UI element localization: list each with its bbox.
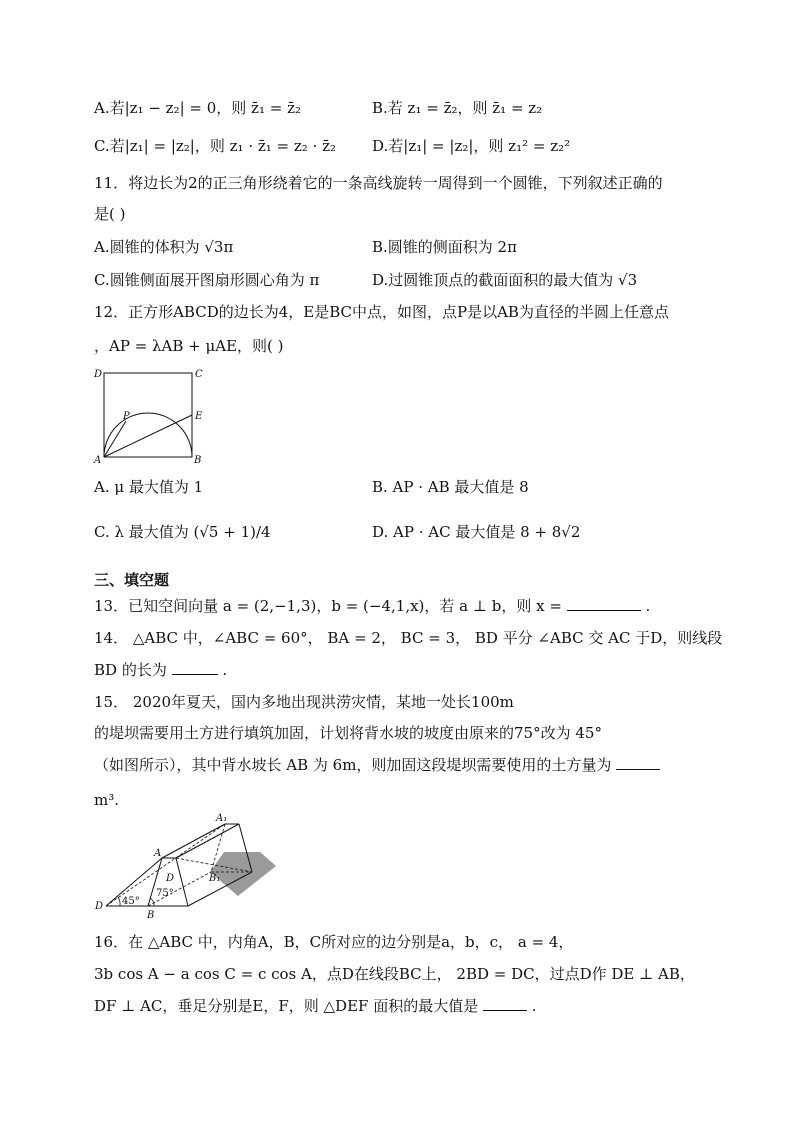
angle-45: 45° xyxy=(122,896,140,907)
q14-text: BD 的长为 xyxy=(94,661,167,679)
q16-line2: 3b cos A − a cos C = c cos A，点D在线段BC上， 2BD = DC，过点D作 DE ⊥ AB， xyxy=(94,965,695,983)
q16-text: DF ⊥ AC，垂足分别是E，F，则 △DEF 面积的最大值是 xyxy=(94,997,479,1015)
option-a-top: A.若|z₁ − z₂| = 0，则 z̄₁ = z̄₂ xyxy=(94,99,301,117)
label-b: B xyxy=(147,910,155,921)
q14-end: . xyxy=(222,661,228,679)
label-b: B xyxy=(194,455,202,465)
q15-answer-blank[interactable] xyxy=(616,755,660,770)
q13-text: 13．已知空间向量 a = (2,−1,3)，b = (−4,1,x)，若 a ⊥ b，则 x = xyxy=(94,597,562,615)
q13-answer-blank[interactable] xyxy=(567,596,641,611)
q16-line3 xyxy=(94,996,537,1016)
q12-option-b: B. AP · AB 最大值是 8 xyxy=(372,478,529,496)
label-a1: A₁ xyxy=(216,813,228,824)
q13-end: . xyxy=(645,597,651,615)
q14-line1: 14． △ABC 中，∠ABC = 60°， BA = 2， BC = 3， BD 平分 ∠ABC 交 AC 于D，则线段 xyxy=(94,629,723,647)
label-a: A xyxy=(154,848,162,859)
q16-line1: 16．在 △ABC 中，内角A，B，C所对应的边分别是a，b，c， a = 4， xyxy=(94,933,574,951)
label-d: D xyxy=(95,901,104,912)
label-p: P xyxy=(123,411,130,422)
angle-75: 75° xyxy=(156,888,174,899)
label-e: E xyxy=(195,411,203,422)
q11-option-d: D.过圆锥顶点的截面面积的最大值为 √3 xyxy=(372,271,638,289)
label-b1: B₁ xyxy=(209,873,221,884)
embankment-figure xyxy=(92,810,282,922)
q11-option-c: C.圆锥侧面展开图扇形圆心角为 π xyxy=(94,271,320,289)
q12-stem-line1: 12．正方形ABCD的边长为4，E是BC中点，如图，点P是以AB为直径的半圆上任意点 xyxy=(94,303,669,321)
q11-option-a: A.圆锥的体积为 √3π xyxy=(94,238,234,256)
q12-option-a: A. μ 最大值为 1 xyxy=(94,478,204,496)
option-d-top: D.若|z₁| = |z₂|，则 z₁² = z₂² xyxy=(372,137,571,155)
label-a: A xyxy=(94,455,102,465)
q14-answer-blank[interactable] xyxy=(172,660,218,675)
q15-line4: m³. xyxy=(94,791,120,809)
q15-line2: 的堤坝需要用土方进行填筑加固，计划将背水坡的坡度由原来的75°改为 45° xyxy=(94,724,602,742)
q15-line3 xyxy=(94,755,660,775)
square-semicircle-figure xyxy=(92,365,204,465)
q12-option-d: D. AP · AC 最大值是 8 + 8√2 xyxy=(372,523,581,541)
label-d1: D xyxy=(166,873,175,884)
q15-text: （如图所示），其中背水坡长 AB 为 6m，则加固这段堤坝需要使用的土方量为 xyxy=(94,756,612,774)
q16-end: . xyxy=(531,997,537,1015)
q11-option-b: B.圆锥的侧面积为 2π xyxy=(372,238,517,256)
q16-answer-blank[interactable] xyxy=(483,996,527,1011)
q11-stem-line2: 是( ) xyxy=(94,205,126,223)
q12-option-c: C. λ 最大值为 (√5 + 1)/4 xyxy=(94,523,271,541)
option-b-top: B.若 z₁ = z̄₂，则 z̄₁ = z₂ xyxy=(372,99,543,117)
label-c: C xyxy=(195,369,203,380)
q15-line1: 15． 2020年夏天，国内多地出现洪涝灾情，某地一处长100m xyxy=(94,693,514,711)
section-heading: 三、填空题 xyxy=(94,571,170,589)
label-d: D xyxy=(94,369,103,380)
q11-stem-line1: 11．将边长为2的正三角形绕着它的一条高线旋转一周得到一个圆锥，下列叙述正确的 xyxy=(94,174,663,192)
q14-line2 xyxy=(94,660,227,680)
option-c-top: C.若|z₁| = |z₂|，则 z₁ · z̄₁ = z₂ · z̄₂ xyxy=(94,137,337,155)
q12-stem-line2: ，AP = λAB + μAE，则( ) xyxy=(94,337,284,355)
q13-line xyxy=(94,596,650,616)
